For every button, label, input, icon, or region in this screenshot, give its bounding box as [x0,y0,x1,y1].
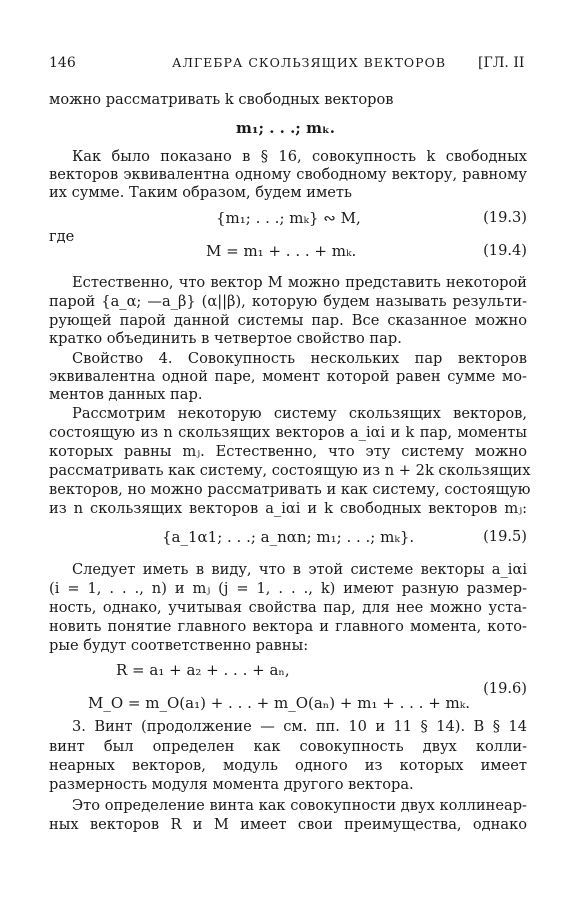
text-line: Это определение винта как совокупности двух коллинеар- [72,797,527,814]
text-line: можно рассматривать k свободных векторов [49,91,394,108]
section-heading-line: 3. Винт (продолжение — см. пп. 10 и 11 § 14). В § 14 [72,718,527,735]
equation-19-5: {a_1α1; . . .; a_nαn; m₁; . . .; mₖ}. [162,528,415,546]
text-line: ментов данных пар. [49,386,203,403]
text-line: кратко объединить в четвертое свойство пар. [49,330,402,347]
property-heading-line: Свойство 4. Совокупность нескольких пар векторов [72,350,527,367]
equation-free-vectors: m₁; . . .; mₖ. [236,119,336,137]
equation-19-6-b: M_O = m_O(a₁) + . . . + m_O(aₙ) + m₁ + . . . + mₖ. [88,694,471,712]
equation-19-4: M = m₁ + . . . + mₖ. [206,242,357,260]
text-line: где [49,228,75,245]
text-line: (i = 1, . . ., n) и mⱼ (j = 1, . . ., k) имеют разную размер- [49,580,527,597]
text-line: новить понятие главного вектора и главного момента, кото- [49,618,527,635]
equation-19-6-a: R = a₁ + a₂ + . . . + aₙ, [116,661,290,679]
text-line: из n скользящих векторов a_iαi и k свободных векторов mⱼ: [49,500,527,517]
text-line: парой {a_α; —a_β} (α||β), которую будем называть результи- [49,293,527,310]
equation-19-3: {m₁; . . .; mₖ} ∾ M, [216,209,361,227]
text-line: их сумме. Таким образом, будем иметь [49,184,352,201]
text-line: состоящую из n скользящих векторов a_iαi и k пар, моменты [49,424,527,441]
text-line: которых равны mⱼ. Естественно, что эту систему можно [49,443,527,460]
text-line: Рассмотрим некоторую систему скользящих векторов, [72,405,527,422]
text-line: винт был определен как совокупность двух колли- [49,738,527,755]
equation-number: (19.4) [483,242,527,259]
running-title: АЛГЕБРА СКОЛЬЗЯЩИХ ВЕКТОРОВ [172,55,447,70]
text-line: Следует иметь в виду, что в этой системе векторы a_iαi [72,561,527,578]
text-line: рассматривать как систему, состоящую из n + 2k скользящих [49,462,531,479]
equation-number: (19.6) [483,680,527,697]
text-line: Естественно, что вектор M можно представить некоторой [72,274,527,291]
text-line: размерность модуля момента другого вектора. [49,776,414,793]
text-line: эквивалентна одной паре, момент которой равен сумме мо- [49,368,527,385]
text-line: неарных векторов, модуль одного из которых имеет [49,757,527,774]
text-line: векторов эквивалентна одному свободному вектору, равному [49,166,527,183]
equation-number: (19.3) [483,209,527,226]
page-number: 146 [49,55,76,71]
chapter-label: [ГЛ. II [478,55,525,71]
text-line: Как было показано в § 16, совокупность k свободных [72,148,527,165]
text-line: векторов, но можно рассматривать и как систему, состоящую [49,481,531,498]
equation-number: (19.5) [483,528,527,545]
text-line: рые будут соответственно равны: [49,637,309,654]
text-line: ных векторов R и M имеет свои преимущества, однако [49,816,527,833]
text-line: рующей парой данной системы пар. Все сказанное можно [49,312,527,329]
text-line: ность, однако, учитывая свойства пар, для нее можно уста- [49,599,527,616]
